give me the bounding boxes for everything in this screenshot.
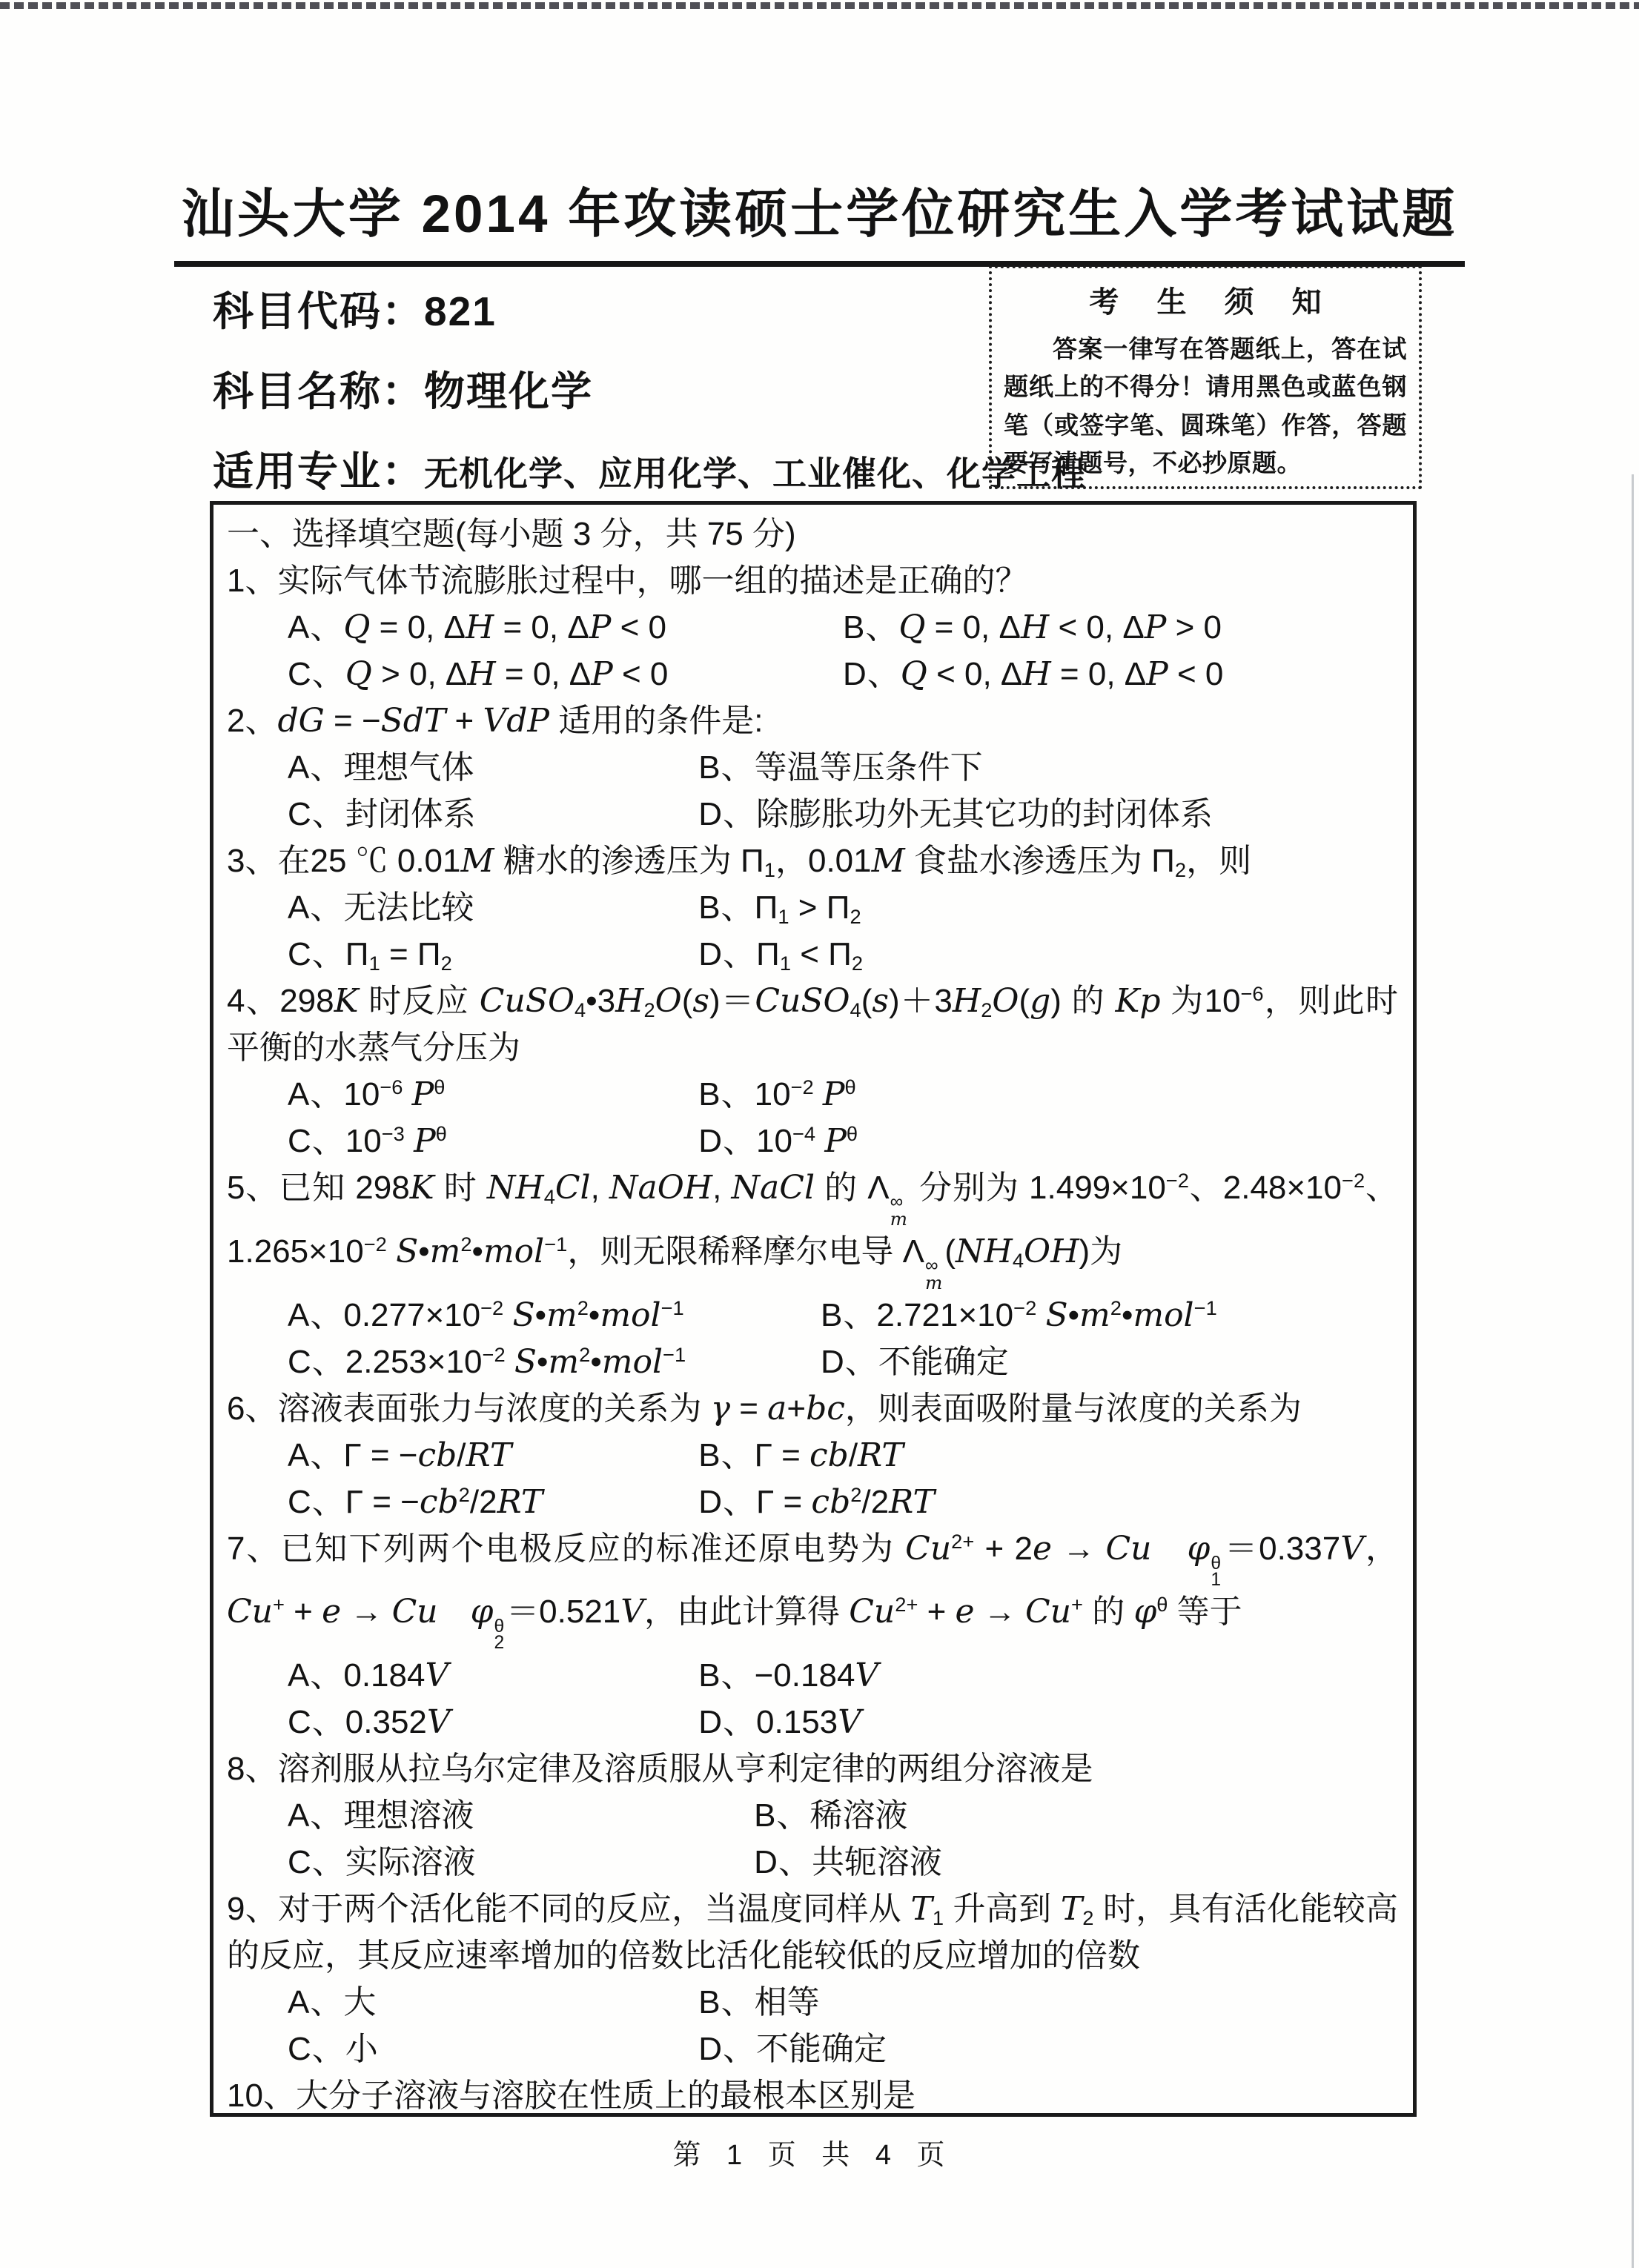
option-text: $10^{-6}$ $P^\theta$ <box>343 1075 446 1113</box>
question-4-option-d <box>698 1118 1398 1164</box>
question-9 <box>227 1886 1398 2072</box>
option-label: A、 <box>288 889 344 926</box>
question-8-option-a <box>288 1792 754 1839</box>
option-label: C、 <box>288 1843 345 1880</box>
option-text: Γ = −cb/RT <box>343 1436 512 1475</box>
question-5 <box>227 1164 1398 1385</box>
option-label: D、 <box>754 1843 812 1880</box>
option-text: $10^{-3}$ $P^\theta$ <box>345 1122 447 1160</box>
question-6-option-a <box>288 1432 698 1479</box>
notice-body: 答案一律写在答题纸上，答在试题纸上的不得分！请用黑色或蓝色钢笔（或签字笔、圆珠笔）作答，答题要写清题号，不必抄原题。 <box>1004 335 1407 477</box>
option-text: 小 <box>345 2030 378 2067</box>
subject-name-row <box>213 368 984 414</box>
question-6 <box>227 1385 1398 1525</box>
question-8-option-d <box>754 1839 1398 1886</box>
option-label: A、 <box>288 1076 344 1113</box>
question-4-option-b <box>698 1071 1398 1118</box>
question-4-option-a <box>288 1071 698 1118</box>
page-footer: 第 1 页 共 4 页 <box>672 2140 954 2171</box>
question-7 <box>227 1525 1398 1745</box>
question-3-stem: 3、在25 ℃ 0.01M 糖水的渗透压为 $\Pi_1$，0.01M 食盐水渗透压为 $\Pi_2$，则 <box>227 842 1252 881</box>
option-label: C、 <box>288 1703 345 1740</box>
option-text: $\Gamma = -cb^2/2RT$ <box>345 1483 543 1522</box>
option-text: Q < 0, ΔH = 0, ΔP < 0 <box>900 655 1224 693</box>
question-9-option-b <box>698 1979 1398 2026</box>
option-text: 0.352V <box>345 1702 451 1741</box>
option-label: D、 <box>698 1703 757 1740</box>
question-5-stem: 5、已知 298K 时 $NH_4Cl$, NaOH, NaCl 的 Λ ∞ m 分别为 $1.499\times 10^{-2}$、$2.48\times 10^{-2}$、$1.265\times 10^{-2}$ $S•m^2•mol^{-1}$，则无限稀释摩尔电导 Λ ∞ m $(NH_4OH)$为 <box>227 1169 1399 1293</box>
question-8-option-b <box>754 1792 1398 1839</box>
option-label: C、 <box>288 1123 345 1159</box>
question-1 <box>227 557 1398 697</box>
option-label: C、 <box>288 936 345 972</box>
question-9-options <box>227 1979 1398 2072</box>
question-4-options <box>227 1071 1398 1164</box>
question-3-option-a <box>288 884 698 931</box>
option-label: D、 <box>821 1344 878 1381</box>
option-text: 不能确定 <box>756 2030 887 2067</box>
question-2-options <box>227 744 1398 838</box>
majors-value: 无机化学、应用化学、工业催化、化学工程 <box>424 454 1087 493</box>
question-10-stem: 10、大分子溶液与溶胶在性质上的最根本区别是 <box>227 2077 915 2114</box>
option-text: Q = 0, ΔH < 0, ΔP > 0 <box>898 609 1222 646</box>
question-2-option-b <box>698 744 1398 791</box>
option-label: B、 <box>821 1297 877 1334</box>
option-text: 理想气体 <box>343 749 474 786</box>
option-label: A、 <box>288 609 344 646</box>
question-4-stem: 4、298K 时反应 $CuSO_4•3H_2O(s)=CuSO_4(s)+3H_2O(g)$ 的 Kp 为$10^{-6}$，则此时平衡的水蒸气分压为 <box>227 982 1398 1066</box>
option-label: D、 <box>698 1484 757 1521</box>
subject-code-label: 科目代码： <box>213 288 425 334</box>
option-label: B、 <box>698 1437 755 1474</box>
option-text: $\Gamma = cb^2/2RT$ <box>756 1483 935 1522</box>
question-9-stem: 9、对于两个活化能不同的反应，当温度同样从 $T_1$ 升高到 $T_2$ 时，具有活化能较高的反应，其反应速率增加的倍数比活化能较低的反应增加的倍数 <box>227 1889 1398 1974</box>
question-6-option-b <box>698 1432 1398 1479</box>
question-2-stem: 2、dG = −SdT + VdP 适用的条件是: <box>227 702 764 740</box>
question-7-stem: 7、已知下列两个电极反应的标准还原电势为 $Cu^{2+} + 2e \to Cu$ φ θ 1 ＝0.337V，Cu+ + e → Cu φ θ 2 ＝0.521V，由此计算得 $Cu^{2+} + e \to Cu^+$ 的 $\varphi^\theta$ 等于 <box>227 1530 1399 1654</box>
question-6-stem: 6、溶液表面张力与浓度的关系为 γ = a+bc，则表面吸附量与浓度的关系为 <box>227 1390 1302 1428</box>
subject-code-value: 821 <box>424 288 497 334</box>
option-text: Q > 0, ΔH = 0, ΔP < 0 <box>345 655 669 693</box>
option-label: D、 <box>698 796 757 832</box>
question-8-option-c <box>288 1839 754 1886</box>
subject-code-row <box>213 288 984 334</box>
option-label: D、 <box>698 1123 757 1159</box>
option-text: $2.253\times 10^{-2}$ $S•m^2•mol^{-1}$ <box>345 1343 686 1382</box>
question-3-option-b <box>698 884 1398 931</box>
question-6-option-c <box>288 1479 698 1525</box>
option-label: D、 <box>698 2030 757 2067</box>
option-text: Q = 0, ΔH = 0, ΔP < 0 <box>343 609 666 646</box>
question-1-option-c <box>288 651 843 697</box>
question-1-options <box>227 604 1398 697</box>
question-4 <box>227 978 1398 1164</box>
option-text: 除膨胀功外无其它功的封闭体系 <box>756 796 1213 832</box>
page-title: 汕头大学 2014 年攻读硕士学位研究生入学考试试题 <box>174 172 1465 267</box>
question-8-stem: 8、溶剂服从拉乌尔定律及溶质服从亨利定律的两组分溶液是 <box>227 1750 1093 1787</box>
question-9-option-c <box>288 2026 698 2072</box>
option-label: C、 <box>288 1344 345 1381</box>
majors-row <box>213 448 1087 494</box>
option-text: $2.721\times 10^{-2}$ $S•m^2•mol^{-1}$ <box>876 1296 1217 1335</box>
option-text: −0.184V <box>754 1656 879 1694</box>
question-3-option-d <box>698 931 1398 978</box>
option-text: 实际溶液 <box>345 1843 476 1880</box>
option-text: $10^{-2}$ $P^\theta$ <box>754 1075 856 1113</box>
question-2-option-d <box>698 791 1398 838</box>
option-label: A、 <box>288 1297 344 1334</box>
option-label: C、 <box>288 656 345 692</box>
question-5-option-d <box>821 1339 1398 1385</box>
option-label: B、 <box>698 1983 755 2020</box>
option-label: A、 <box>288 1437 344 1474</box>
option-label: B、 <box>698 1076 755 1113</box>
question-2 <box>227 697 1398 838</box>
option-text: 大 <box>343 1983 377 2020</box>
question-4-option-c <box>288 1118 698 1164</box>
option-label: C、 <box>288 1484 345 1521</box>
question-5-option-a <box>288 1292 821 1339</box>
scan-artifact-top-strip <box>0 2 1639 9</box>
option-text: $0.277\times 10^{-2}$ $S•m^2•mol^{-1}$ <box>343 1296 684 1335</box>
option-label: D、 <box>698 936 757 972</box>
question-7-option-c <box>288 1699 698 1745</box>
question-6-options <box>227 1432 1398 1525</box>
question-5-options <box>227 1292 1398 1385</box>
option-text: $10^{-4}$ $P^\theta$ <box>756 1122 858 1160</box>
question-9-option-a <box>288 1979 698 2026</box>
question-8-options <box>227 1792 1398 1886</box>
option-text: Γ = cb/RT <box>754 1436 904 1475</box>
option-text: $\Pi_1 > \Pi_2$ <box>754 889 861 928</box>
question-9-option-d <box>698 2026 1398 2072</box>
subject-name-value: 物理化学 <box>424 368 594 414</box>
option-label: B、 <box>698 749 755 786</box>
question-6-option-d <box>698 1479 1398 1525</box>
question-box <box>210 501 1417 2117</box>
question-1-option-d <box>843 651 1398 697</box>
scan-artifact-right-edge <box>1632 474 1634 2268</box>
option-label: D、 <box>843 656 901 692</box>
option-label: A、 <box>288 1983 344 2020</box>
option-label: C、 <box>288 796 345 832</box>
question-7-option-d <box>698 1699 1398 1745</box>
subject-name-label: 科目名称： <box>213 368 425 414</box>
question-2-option-a <box>288 744 698 791</box>
question-5-option-c <box>288 1339 821 1385</box>
question-3 <box>227 838 1398 978</box>
option-text: 稀溶液 <box>809 1797 908 1834</box>
notice-title: 考 生 须 知 <box>1089 286 1337 319</box>
option-text: 共轭溶液 <box>811 1843 942 1880</box>
option-label: B、 <box>843 609 899 646</box>
candidate-notice-box <box>989 265 1422 489</box>
question-7-option-a <box>288 1652 698 1699</box>
option-label: B、 <box>698 1657 755 1694</box>
option-text: 封闭体系 <box>345 796 476 832</box>
option-text: 不能确定 <box>878 1344 1009 1381</box>
option-text: 无法比较 <box>343 889 474 926</box>
exam-header-block <box>213 288 1087 494</box>
question-3-options <box>227 884 1398 978</box>
question-7-option-b <box>698 1652 1398 1699</box>
majors-label: 适用专业： <box>213 448 425 494</box>
question-2-option-c <box>288 791 698 838</box>
option-text: $\Pi_1 < \Pi_2$ <box>756 936 864 975</box>
option-text: 0.184V <box>343 1656 449 1694</box>
option-text: $\Pi_1 = \Pi_2$ <box>345 936 452 975</box>
question-7-options <box>227 1652 1398 1745</box>
question-1-stem: 1、实际气体节流膨胀过程中，哪一组的描述是正确的？ <box>227 563 1028 599</box>
question-8 <box>227 1745 1398 1886</box>
option-label: B、 <box>698 889 755 926</box>
question-10 <box>227 2072 1398 2119</box>
option-label: A、 <box>288 749 344 786</box>
option-label: A、 <box>288 1797 344 1834</box>
section-heading: 一、选择填空题(每小题 3 分，共 75 分) <box>227 516 796 552</box>
question-1-option-b <box>843 604 1398 651</box>
option-label: B、 <box>754 1797 810 1834</box>
question-5-option-b <box>821 1292 1398 1339</box>
option-label: C、 <box>288 2030 345 2067</box>
question-1-option-a <box>288 604 843 651</box>
option-text: 等温等压条件下 <box>754 749 983 786</box>
option-label: A、 <box>288 1657 344 1694</box>
question-3-option-c <box>288 931 698 978</box>
option-text: 0.153V <box>756 1702 861 1741</box>
option-text: 相等 <box>754 1983 820 2020</box>
option-text: 理想溶液 <box>343 1797 474 1834</box>
title-row <box>0 172 1639 267</box>
